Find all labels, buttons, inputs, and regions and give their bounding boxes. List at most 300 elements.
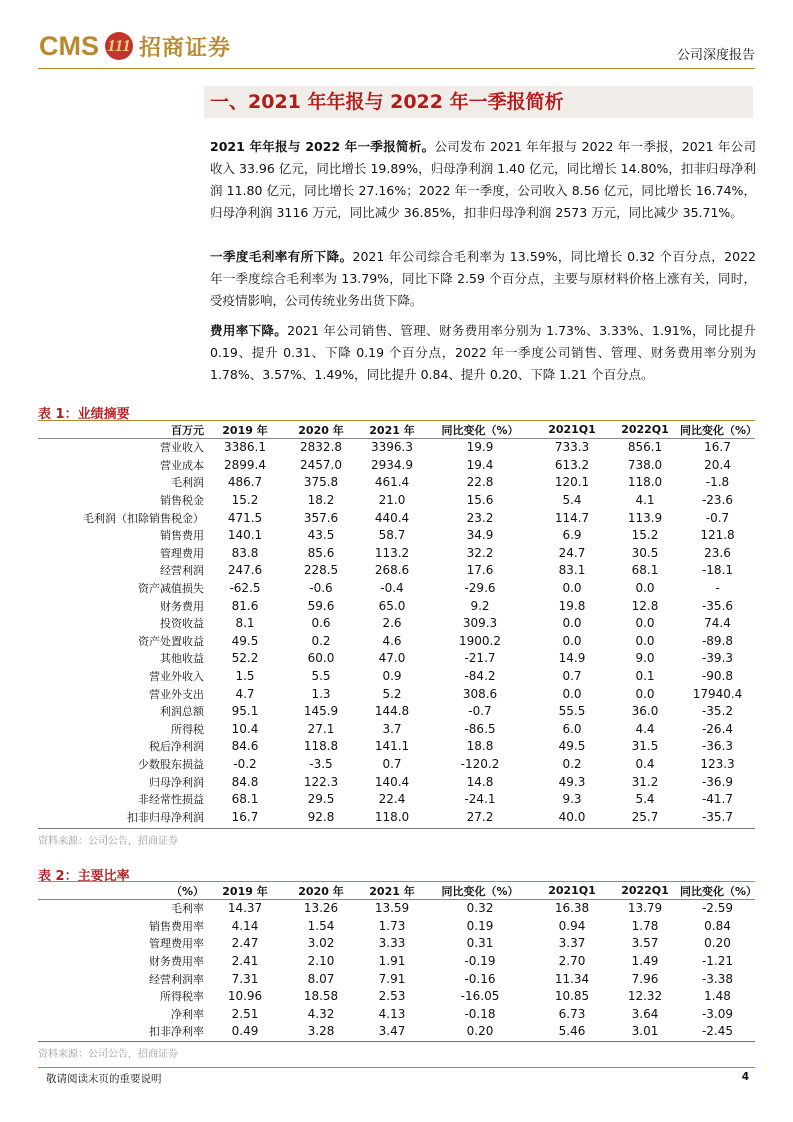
table-cell: 3396.3 bbox=[371, 440, 413, 455]
table-cell: 19.8 bbox=[558, 598, 586, 613]
table-cell: 17.6 bbox=[466, 563, 494, 578]
table-row bbox=[38, 988, 755, 1006]
table-cell: -24.1 bbox=[464, 792, 496, 807]
row-label: 毛利润（扣除销售税金） bbox=[83, 511, 204, 525]
table-header-cell: （%） bbox=[38, 882, 206, 900]
table-cell: 118.0 bbox=[627, 475, 663, 490]
table-cell: 83.8 bbox=[231, 545, 259, 560]
table1-body bbox=[38, 439, 755, 827]
table-row bbox=[38, 580, 755, 598]
table-cell: 1.54 bbox=[307, 918, 335, 933]
table-row bbox=[38, 953, 755, 971]
row-label: 资产减值损失 bbox=[138, 582, 204, 596]
table-header-cell: 2021 年 bbox=[358, 421, 426, 439]
table-cell: 7.31 bbox=[231, 971, 259, 986]
table-cell: -0.6 bbox=[309, 581, 333, 596]
table-cell: 12.32 bbox=[627, 989, 663, 1004]
table-row bbox=[38, 615, 755, 633]
table-cell: 36.0 bbox=[631, 704, 659, 719]
table-cell: 13.26 bbox=[303, 901, 339, 916]
table-row bbox=[38, 633, 755, 651]
table-cell: 81.6 bbox=[231, 598, 259, 613]
table-cell: -0.4 bbox=[380, 581, 404, 596]
table-cell: 92.8 bbox=[307, 809, 335, 824]
table-cell: 3386.1 bbox=[224, 440, 266, 455]
footer-divider bbox=[38, 1067, 755, 1068]
table-cell: 0.2 bbox=[311, 633, 331, 648]
row-label: 财务费用 bbox=[160, 599, 204, 613]
table-cell: 3.57 bbox=[631, 936, 659, 951]
table-row bbox=[38, 685, 755, 703]
paragraph-body: 2021 年公司综合毛利率为 13.59%，同比增长 0.32 个百分点，2022 年一季度综合毛利率为 13.79%，同比下降 2.59 个百分点，主要与原材料价格上涨有关，同时，受疫情影响，公司传统业务出货下降。 bbox=[210, 249, 756, 308]
table-cell: 268.6 bbox=[374, 563, 410, 578]
table-cell: 1.91 bbox=[378, 954, 406, 969]
table-cell: 22.8 bbox=[466, 475, 494, 490]
table-cell: -2.59 bbox=[701, 901, 734, 916]
paragraph-lead: 2021 年年报与 2022 年一季报简析。 bbox=[210, 139, 435, 154]
table-cell: 68.1 bbox=[631, 563, 659, 578]
table-cell: 23.2 bbox=[466, 510, 494, 525]
table-cell: 21.0 bbox=[378, 493, 406, 508]
table-cell: 6.73 bbox=[558, 1006, 586, 1021]
table2-body bbox=[38, 900, 755, 1041]
table-cell: 6.9 bbox=[562, 528, 582, 543]
table-cell: 84.6 bbox=[231, 739, 259, 754]
table1-source-note: 资料来源：公司公告，招商证券 bbox=[38, 836, 178, 847]
table-cell: 16.7 bbox=[704, 440, 731, 455]
table-cell: 30.5 bbox=[631, 545, 659, 560]
table-cell: 18.58 bbox=[303, 989, 339, 1004]
table-row bbox=[38, 492, 755, 510]
table-cell: 856.1 bbox=[627, 440, 663, 455]
table-cell: -1.8 bbox=[705, 475, 730, 490]
table-cell: 2.47 bbox=[231, 936, 259, 951]
table-cell: 52.2 bbox=[231, 651, 259, 666]
table-row bbox=[38, 474, 755, 492]
row-label: 扣非净利率 bbox=[149, 1025, 204, 1039]
logo-emblem-icon: 111 bbox=[105, 32, 133, 60]
table-cell: -39.3 bbox=[701, 651, 734, 666]
table-cell: 47.0 bbox=[378, 651, 406, 666]
table-cell: 0.32 bbox=[466, 901, 494, 916]
table-header-cell: 百万元 bbox=[38, 421, 206, 439]
table-header-row bbox=[38, 421, 755, 439]
table-cell: 3.01 bbox=[631, 1024, 659, 1039]
table-cell: 27.1 bbox=[307, 721, 335, 736]
table-row bbox=[38, 900, 755, 918]
table-cell: - bbox=[715, 581, 720, 596]
row-label: 非经常性损益 bbox=[138, 793, 204, 807]
row-label: 所得税率 bbox=[160, 990, 204, 1004]
table-cell: 114.7 bbox=[554, 510, 590, 525]
table-cell: 0.0 bbox=[635, 633, 655, 648]
table-row bbox=[38, 668, 755, 686]
table-cell: 0.0 bbox=[562, 686, 582, 701]
table-cell: 5.4 bbox=[562, 493, 582, 508]
table-cell: -84.2 bbox=[464, 669, 496, 684]
row-label: 毛利率 bbox=[171, 902, 204, 916]
table-cell: 59.6 bbox=[307, 598, 335, 613]
table-cell: -36.3 bbox=[701, 739, 734, 754]
row-label: 资产处置收益 bbox=[138, 634, 204, 648]
table-cell: 17940.4 bbox=[692, 686, 743, 701]
table-cell: 1900.2 bbox=[459, 633, 501, 648]
table-cell: 375.8 bbox=[303, 475, 339, 490]
table-header-cell: 2019 年 bbox=[206, 882, 284, 900]
table-cell: 2934.9 bbox=[371, 457, 413, 472]
table-cell: -0.16 bbox=[464, 971, 496, 986]
table-cell: -26.4 bbox=[701, 721, 734, 736]
table-cell: 0.7 bbox=[562, 669, 582, 684]
table-cell: 0.9 bbox=[382, 669, 402, 684]
table-row bbox=[38, 721, 755, 739]
table-cell: 7.96 bbox=[631, 971, 659, 986]
table-cell: 2.6 bbox=[382, 616, 402, 631]
table-cell: 123.3 bbox=[700, 756, 735, 771]
table-cell: -0.7 bbox=[705, 510, 730, 525]
table-cell: 58.7 bbox=[378, 528, 406, 543]
paragraph-lead: 费用率下降。 bbox=[210, 323, 288, 338]
table-cell: 85.6 bbox=[307, 545, 335, 560]
table-cell: 32.2 bbox=[466, 545, 494, 560]
table-cell: 120.1 bbox=[554, 475, 590, 490]
row-label: 营业收入 bbox=[160, 441, 204, 455]
table-cell: 0.20 bbox=[704, 936, 731, 951]
table-cell: 3.02 bbox=[307, 936, 335, 951]
table-cell: 4.13 bbox=[378, 1006, 406, 1021]
row-label: 毛利润 bbox=[171, 476, 204, 490]
table-cell: 49.5 bbox=[558, 739, 586, 754]
table-cell: 3.37 bbox=[558, 936, 586, 951]
table-header-cell: 2020 年 bbox=[284, 421, 358, 439]
table-cell: 55.5 bbox=[558, 704, 586, 719]
table-cell: -120.2 bbox=[460, 756, 500, 771]
table-cell: 2.70 bbox=[558, 954, 586, 969]
table-cell: 20.4 bbox=[704, 457, 731, 472]
table-cell: 0.2 bbox=[562, 756, 582, 771]
table-row bbox=[38, 650, 755, 668]
table-cell: -29.6 bbox=[464, 581, 496, 596]
table-cell: 0.0 bbox=[562, 616, 582, 631]
table-cell: 440.4 bbox=[374, 510, 410, 525]
table-cell: 357.6 bbox=[303, 510, 339, 525]
table-cell: -36.9 bbox=[701, 774, 734, 789]
table-cell: 65.0 bbox=[378, 598, 406, 613]
table-cell: 0.19 bbox=[466, 918, 494, 933]
table-cell: -0.2 bbox=[233, 756, 257, 771]
table-row bbox=[38, 457, 755, 475]
table-cell: 31.5 bbox=[631, 739, 659, 754]
table-cell: 1.78 bbox=[631, 918, 659, 933]
table-cell: 68.1 bbox=[231, 792, 259, 807]
table-cell: 2899.4 bbox=[224, 457, 266, 472]
table-cell: 0.94 bbox=[558, 918, 586, 933]
table-cell: 14.8 bbox=[466, 774, 494, 789]
table-cell: -16.05 bbox=[460, 989, 500, 1004]
table-cell: 60.0 bbox=[307, 651, 335, 666]
table-cell: 140.4 bbox=[374, 774, 410, 789]
table2-bottom-rule bbox=[38, 1041, 755, 1042]
table-row bbox=[38, 1006, 755, 1024]
row-label: 销售税金 bbox=[160, 494, 204, 508]
table-cell: 15.6 bbox=[466, 493, 494, 508]
table-cell: 31.2 bbox=[631, 774, 659, 789]
table-cell: 1.48 bbox=[704, 989, 731, 1004]
table-cell: 43.5 bbox=[307, 528, 335, 543]
table-cell: 11.34 bbox=[554, 971, 590, 986]
row-label: 其他收益 bbox=[160, 652, 204, 666]
table-cell: 15.2 bbox=[631, 528, 659, 543]
table-cell: 738.0 bbox=[627, 457, 663, 472]
table-cell: 3.47 bbox=[378, 1024, 406, 1039]
table-cell: 3.28 bbox=[307, 1024, 335, 1039]
table-cell: 1.3 bbox=[311, 686, 331, 701]
paragraph-annual-summary bbox=[210, 136, 756, 224]
table-cell: 6.0 bbox=[562, 721, 582, 736]
table-row bbox=[38, 918, 755, 936]
table-cell: 2.51 bbox=[231, 1006, 259, 1021]
table-cell: 10.4 bbox=[231, 721, 259, 736]
table-cell: 0.49 bbox=[231, 1024, 259, 1039]
table-row bbox=[38, 545, 755, 563]
logo-cms-text: CMS bbox=[39, 30, 99, 61]
table-cell: 3.7 bbox=[382, 721, 402, 736]
table-row bbox=[38, 970, 755, 988]
table-cell: 83.1 bbox=[558, 563, 586, 578]
table-cell: -18.1 bbox=[701, 563, 734, 578]
table-cell: 228.5 bbox=[303, 563, 339, 578]
table-cell: 141.1 bbox=[374, 739, 410, 754]
row-label: 投资收益 bbox=[160, 617, 204, 631]
table-header-cell: 同比变化（%） bbox=[680, 421, 755, 439]
header-divider bbox=[38, 68, 755, 69]
table-cell: 308.6 bbox=[462, 686, 498, 701]
table-cell: -35.2 bbox=[701, 704, 734, 719]
table-cell: 12.8 bbox=[631, 598, 659, 613]
table-cell: 144.8 bbox=[374, 704, 410, 719]
table-header-cell: 2019 年 bbox=[206, 421, 284, 439]
table-header-cell: 同比变化（%） bbox=[426, 421, 534, 439]
table-cell: 4.32 bbox=[307, 1006, 335, 1021]
table-cell: 113.9 bbox=[627, 510, 663, 525]
section-heading: 一、2021 年年报与 2022 年一季报简析 bbox=[210, 91, 564, 113]
table-row bbox=[38, 791, 755, 809]
logo-company-name: 招商证券 bbox=[139, 34, 232, 61]
table-cell: -90.8 bbox=[701, 669, 734, 684]
row-label: 管理费用 bbox=[160, 546, 204, 560]
table-cell: 9.2 bbox=[470, 598, 490, 613]
table-cell: 19.4 bbox=[466, 457, 494, 472]
table-cell: 121.8 bbox=[700, 528, 735, 543]
table-cell: 118.8 bbox=[303, 739, 339, 754]
table-cell: 5.5 bbox=[311, 669, 331, 684]
row-label: 营业外收入 bbox=[149, 670, 204, 684]
table-cell: 10.96 bbox=[227, 989, 263, 1004]
row-label: 少数股东损益 bbox=[138, 757, 204, 771]
paragraph-gross-margin bbox=[210, 246, 756, 312]
key-ratios-table bbox=[38, 882, 758, 1041]
table-cell: -3.38 bbox=[701, 971, 734, 986]
table-row bbox=[38, 773, 755, 791]
table-cell: 24.7 bbox=[558, 545, 586, 560]
table2-source-note: 资料来源：公司公告，招商证券 bbox=[38, 1049, 178, 1060]
table-cell: 4.4 bbox=[635, 721, 655, 736]
table-cell: 13.59 bbox=[374, 901, 410, 916]
table-row bbox=[38, 439, 755, 457]
table-cell: 18.8 bbox=[466, 739, 494, 754]
table-cell: 8.07 bbox=[307, 971, 335, 986]
table-cell: 14.37 bbox=[227, 901, 263, 916]
table-cell: 25.7 bbox=[631, 809, 659, 824]
row-label: 营业外支出 bbox=[149, 687, 204, 701]
table-cell: 1.73 bbox=[378, 918, 406, 933]
table-row bbox=[38, 562, 755, 580]
row-label: 销售费用 bbox=[160, 529, 204, 543]
paragraph-expense-ratio bbox=[210, 320, 756, 386]
table-cell: 49.3 bbox=[558, 774, 586, 789]
row-label: 财务费用率 bbox=[149, 955, 204, 969]
table-cell: 2.10 bbox=[307, 954, 335, 969]
table-cell: 1.49 bbox=[631, 954, 659, 969]
table-cell: 8.1 bbox=[235, 616, 255, 631]
table-header-cell: 同比变化（%） bbox=[680, 882, 755, 900]
table-cell: 16.38 bbox=[554, 901, 590, 916]
table-cell: -35.6 bbox=[701, 598, 734, 613]
table-cell: 4.1 bbox=[635, 493, 655, 508]
table-cell: 3.33 bbox=[378, 936, 406, 951]
table-cell: 5.4 bbox=[635, 792, 655, 807]
table-cell: 4.6 bbox=[382, 633, 402, 648]
table1-bottom-rule bbox=[38, 828, 755, 829]
table-cell: -35.7 bbox=[701, 809, 734, 824]
table-cell: 140.1 bbox=[227, 528, 263, 543]
table-cell: 95.1 bbox=[231, 704, 259, 719]
table-row bbox=[38, 597, 755, 615]
table-cell: -0.7 bbox=[468, 704, 492, 719]
table-cell: 461.4 bbox=[374, 475, 410, 490]
table-cell: -86.5 bbox=[464, 721, 496, 736]
table-row bbox=[38, 935, 755, 953]
table-cell: 0.7 bbox=[382, 756, 402, 771]
table-cell: -62.5 bbox=[229, 581, 261, 596]
table1-title: 表 1：业绩摘要 bbox=[38, 407, 130, 422]
table-header-cell: 2021Q1 bbox=[534, 882, 610, 900]
table-cell: -41.7 bbox=[701, 792, 734, 807]
table-cell: 5.2 bbox=[382, 686, 402, 701]
table-cell: -1.21 bbox=[701, 954, 734, 969]
table-cell: -0.18 bbox=[464, 1006, 496, 1021]
table-row bbox=[38, 738, 755, 756]
table-cell: 19.9 bbox=[466, 440, 494, 455]
table-cell: 7.91 bbox=[378, 971, 406, 986]
table-cell: 145.9 bbox=[303, 704, 339, 719]
table-cell: 0.84 bbox=[704, 918, 731, 933]
table-cell: 2457.0 bbox=[300, 457, 342, 472]
table-cell: 27.2 bbox=[466, 809, 494, 824]
table-cell: 22.4 bbox=[378, 792, 406, 807]
table-cell: -3.5 bbox=[309, 756, 333, 771]
table-header-cell: 2022Q1 bbox=[610, 882, 680, 900]
row-label: 管理费用率 bbox=[149, 937, 204, 951]
table-cell: 471.5 bbox=[227, 510, 263, 525]
table-row bbox=[38, 703, 755, 721]
table-cell: -21.7 bbox=[464, 651, 496, 666]
table-cell: 15.2 bbox=[231, 493, 259, 508]
table-header-cell: 同比变化（%） bbox=[426, 882, 534, 900]
table-cell: 0.0 bbox=[635, 616, 655, 631]
table-cell: 0.0 bbox=[635, 581, 655, 596]
table-cell: 309.3 bbox=[462, 616, 498, 631]
table-cell: 29.5 bbox=[307, 792, 335, 807]
table-cell: 613.2 bbox=[554, 457, 590, 472]
table-cell: 0.31 bbox=[466, 936, 494, 951]
table-cell: 84.8 bbox=[231, 774, 259, 789]
table-cell: 733.3 bbox=[554, 440, 590, 455]
table-cell: 2.53 bbox=[378, 989, 406, 1004]
table-cell: 9.3 bbox=[562, 792, 582, 807]
table-cell: 40.0 bbox=[558, 809, 586, 824]
table-cell: 0.0 bbox=[562, 633, 582, 648]
table-header-cell: 2020 年 bbox=[284, 882, 358, 900]
table-row bbox=[38, 756, 755, 774]
table-cell: 486.7 bbox=[227, 475, 263, 490]
table-cell: 1.5 bbox=[235, 669, 255, 684]
performance-summary-table bbox=[38, 421, 758, 826]
table-cell: 0.0 bbox=[562, 581, 582, 596]
table-cell: 16.7 bbox=[231, 809, 259, 824]
table-cell: 18.2 bbox=[307, 493, 335, 508]
table-cell: 74.4 bbox=[704, 616, 731, 631]
table-cell: 0.6 bbox=[311, 616, 331, 631]
table-cell: 0.0 bbox=[635, 686, 655, 701]
row-label: 利润总额 bbox=[160, 705, 204, 719]
table-row bbox=[38, 1023, 755, 1041]
table-cell: 5.46 bbox=[558, 1024, 586, 1039]
table-cell: 4.14 bbox=[231, 918, 259, 933]
table-header-row bbox=[38, 882, 755, 900]
row-label: 经营利润率 bbox=[149, 972, 204, 986]
table-cell: 3.64 bbox=[631, 1006, 659, 1021]
table-cell: 2.41 bbox=[231, 954, 259, 969]
row-label: 净利率 bbox=[171, 1007, 204, 1021]
table-cell: 118.0 bbox=[374, 809, 410, 824]
row-label: 经营利润 bbox=[160, 564, 204, 578]
table-cell: -89.8 bbox=[701, 633, 734, 648]
table-cell: 23.6 bbox=[704, 545, 731, 560]
table-cell: 14.9 bbox=[558, 651, 586, 666]
table-cell: 0.1 bbox=[635, 669, 655, 684]
table-cell: 4.7 bbox=[235, 686, 255, 701]
table-header-cell: 2021 年 bbox=[358, 882, 426, 900]
table-cell: -0.19 bbox=[464, 954, 496, 969]
table-cell: 0.4 bbox=[635, 756, 655, 771]
table-row bbox=[38, 808, 755, 826]
row-label: 归母净利润 bbox=[149, 775, 204, 789]
table-cell: 122.3 bbox=[303, 774, 339, 789]
table-cell: 13.79 bbox=[627, 901, 663, 916]
row-label: 营业成本 bbox=[160, 458, 204, 472]
table-header-cell: 2021Q1 bbox=[534, 421, 610, 439]
table-cell: 49.5 bbox=[231, 633, 259, 648]
table-cell: 9.0 bbox=[635, 651, 655, 666]
report-type-label: 公司深度报告 bbox=[676, 48, 755, 63]
table-cell: -23.6 bbox=[701, 493, 734, 508]
row-label: 扣非归母净利润 bbox=[127, 810, 204, 824]
table-cell: 113.2 bbox=[374, 545, 410, 560]
table-row bbox=[38, 527, 755, 545]
table-cell: 10.85 bbox=[554, 989, 590, 1004]
table-cell: -2.45 bbox=[701, 1024, 734, 1039]
